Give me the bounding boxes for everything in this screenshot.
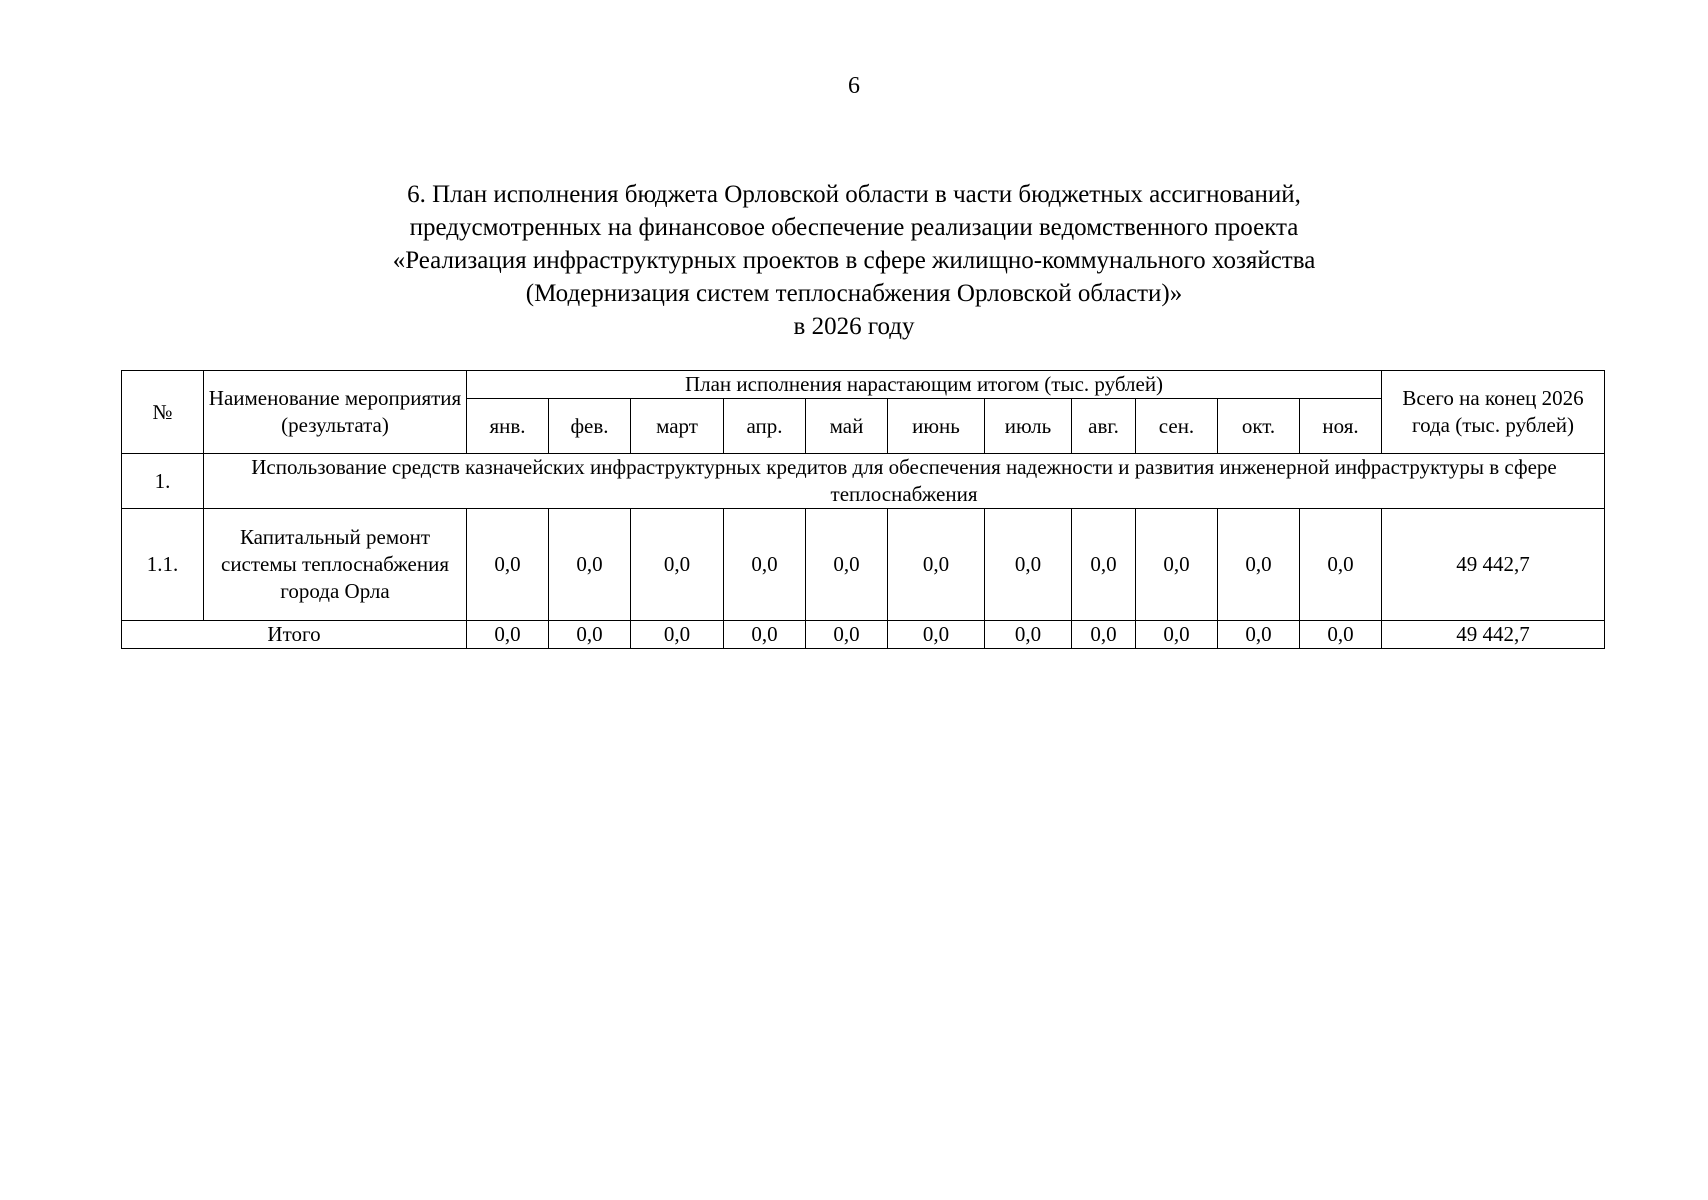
totals-value: 0,0 bbox=[631, 621, 724, 649]
totals-value: 0,0 bbox=[549, 621, 631, 649]
totals-value: 0,0 bbox=[888, 621, 985, 649]
section-row bbox=[122, 454, 1605, 509]
item-value: 0,0 bbox=[1072, 509, 1136, 621]
table-row bbox=[122, 509, 1605, 621]
header-total: Всего на конец 2026 года (тыс. рублей) bbox=[1382, 371, 1605, 454]
item-value: 0,0 bbox=[1300, 509, 1382, 621]
item-value: 0,0 bbox=[549, 509, 631, 621]
item-total: 49 442,7 bbox=[1382, 509, 1605, 621]
totals-value: 0,0 bbox=[1072, 621, 1136, 649]
header-month: сен. bbox=[1136, 399, 1218, 454]
totals-value: 0,0 bbox=[985, 621, 1072, 649]
header-month: март bbox=[631, 399, 724, 454]
totals-label: Итого bbox=[122, 621, 467, 649]
title-line: предусмотренных на финансовое обеспечение реализации ведомственного проекта bbox=[409, 214, 1299, 241]
item-name: Капитальный ремонт системы теплоснабжения города Орла bbox=[204, 509, 467, 621]
totals-value: 0,0 bbox=[1136, 621, 1218, 649]
title-line: 6. План исполнения бюджета Орловской области в части бюджетных ассигнований, bbox=[407, 181, 1301, 208]
header-month: окт. bbox=[1218, 399, 1300, 454]
header-row bbox=[122, 371, 1605, 399]
item-number: 1.1. bbox=[122, 509, 204, 621]
header-month: янв. bbox=[467, 399, 549, 454]
totals-row bbox=[122, 621, 1605, 649]
item-value: 0,0 bbox=[467, 509, 549, 621]
header-month: ноя. bbox=[1300, 399, 1382, 454]
section-text: Использование средств казначейских инфраструктурных кредитов для обеспечения надежности и развития инженерной инфраструктуры в сфере теплоснабжения bbox=[204, 454, 1605, 509]
header-plan-group: План исполнения нарастающим итогом (тыс. рублей) bbox=[467, 371, 1382, 399]
header-month: апр. bbox=[724, 399, 806, 454]
item-value: 0,0 bbox=[631, 509, 724, 621]
page-number: 6 bbox=[848, 73, 860, 99]
title-line: (Модернизация систем теплоснабжения Орловской области)» bbox=[525, 280, 1183, 307]
item-value: 0,0 bbox=[985, 509, 1072, 621]
header-month: фев. bbox=[549, 399, 631, 454]
totals-value: 0,0 bbox=[1300, 621, 1382, 649]
item-value: 0,0 bbox=[888, 509, 985, 621]
totals-value: 0,0 bbox=[724, 621, 806, 649]
item-value: 0,0 bbox=[1218, 509, 1300, 621]
header-month: июнь bbox=[888, 399, 985, 454]
budget-plan-table bbox=[121, 370, 1605, 649]
totals-grand-total: 49 442,7 bbox=[1382, 621, 1605, 649]
item-value: 0,0 bbox=[806, 509, 888, 621]
totals-value: 0,0 bbox=[1218, 621, 1300, 649]
header-month: май bbox=[806, 399, 888, 454]
header-month: июль bbox=[985, 399, 1072, 454]
header-name: Наименование мероприятия (результата) bbox=[204, 371, 467, 454]
item-value: 0,0 bbox=[724, 509, 806, 621]
item-value: 0,0 bbox=[1136, 509, 1218, 621]
title-line: «Реализация инфраструктурных проектов в сфере жилищно-коммунального хозяйства bbox=[392, 247, 1316, 274]
section-number: 1. bbox=[122, 454, 204, 509]
totals-value: 0,0 bbox=[806, 621, 888, 649]
title-line: в 2026 году bbox=[793, 313, 915, 340]
header-month: авг. bbox=[1072, 399, 1136, 454]
document-title bbox=[200, 178, 1508, 343]
totals-value: 0,0 bbox=[467, 621, 549, 649]
header-number: № bbox=[122, 371, 204, 454]
